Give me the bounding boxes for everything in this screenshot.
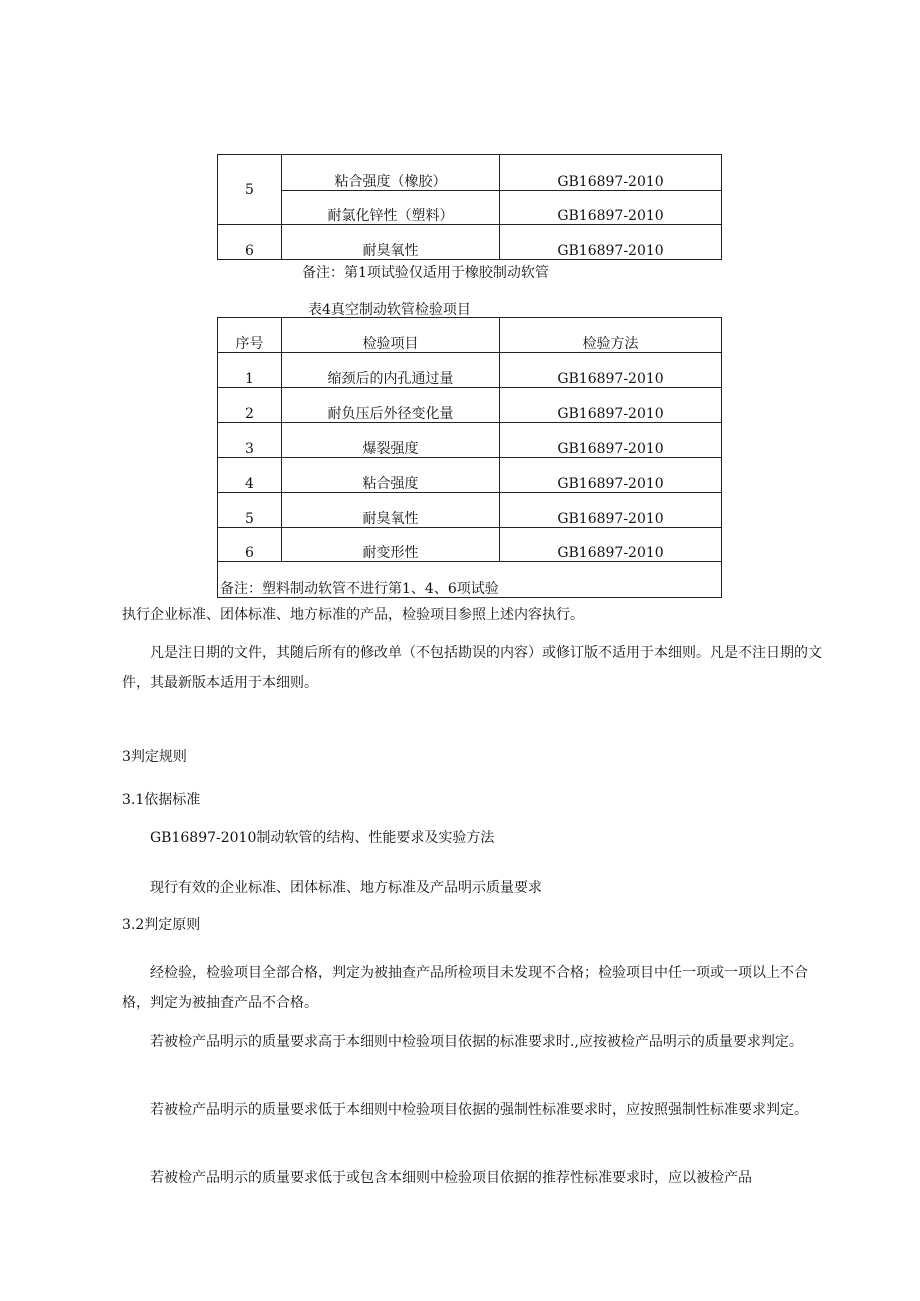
- table4: [217, 317, 722, 598]
- table-row: [218, 191, 722, 225]
- cell-item: 耐臭氧性: [282, 225, 500, 260]
- cell-no: 5: [218, 493, 282, 528]
- paragraph-5: 经检验，检验项目全部合格，判定为被抽查产品所检项目未发现不合格；检验项目中任一项或一项以上不合格，判定为被抽査产品不合格。: [122, 965, 808, 1011]
- paragraph-7: 若被检产品明示的质量要求低于本细则中检验项目依据的强制性标准要求时，应按照强制性标准要求判定。: [150, 1102, 808, 1118]
- paragraph-6: 若被检产品明示的质量要求高于本细则中检验项目依据的标准要求时.,应按被检产品明示的质量要求判定。: [150, 1034, 803, 1050]
- paragraph-3: GB16897-2010制动软管的结构、性能要求及实验方法: [150, 830, 495, 846]
- table-top: [217, 154, 722, 260]
- cell-item: 粘合强度（橡胶）: [282, 155, 500, 191]
- cell-item: 粘合强度: [282, 458, 500, 493]
- table-row: [218, 155, 722, 191]
- cell-item: 爆裂强度: [282, 423, 500, 458]
- paragraph-4: 现行有效的企业标准、团体标准、地方标准及产品明示质量要求: [150, 880, 542, 896]
- table-row: [218, 493, 722, 528]
- cell-no: 1: [218, 353, 282, 388]
- paragraph-8: 若被检产品明示的质量要求低于或包含本细则中检验项目依据的推荐性标准要求时，应以被检产品: [150, 1170, 752, 1186]
- table4-caption: 表4真空制动软管检验项目: [308, 302, 471, 318]
- header-item: 检验项目: [282, 318, 500, 353]
- cell-method: GB16897-2010: [500, 493, 722, 528]
- header-method: 检验方法: [500, 318, 722, 353]
- cell-no: 4: [218, 458, 282, 493]
- heading-3-1: 3.1依据标准: [122, 792, 201, 808]
- paragraph-1: 执行企业标准、团体标准、地方标准的产品，检验项目参照上述内容执行。: [122, 607, 584, 623]
- cell-no: 3: [218, 423, 282, 458]
- cell-method: GB16897-2010: [500, 458, 722, 493]
- table-row: [218, 388, 722, 423]
- heading-3: 3判定规则: [122, 749, 187, 765]
- table-row: [218, 528, 722, 562]
- table-row: [218, 225, 722, 260]
- table-row: [218, 423, 722, 458]
- cell-item: 耐变形性: [282, 528, 500, 562]
- table-row: [218, 458, 722, 493]
- cell-method: GB16897-2010: [500, 388, 722, 423]
- header-no: 序号: [218, 318, 282, 353]
- table4-note: 备注：塑料制动软管不进行第1、4、6项试验: [218, 562, 722, 598]
- cell-method: GB16897-2010: [500, 353, 722, 388]
- cell-method: GB16897-2010: [500, 423, 722, 458]
- table-row: [218, 353, 722, 388]
- paragraph-2: 凡是注日期的文件，其随后所有的修改单（不包括勘误的内容）或修订版不适用于本细则。凡是不注日期的文件，其最新版本适用于本细则。: [122, 645, 822, 691]
- cell-method: GB16897-2010: [500, 191, 722, 225]
- cell-no: 6: [218, 528, 282, 562]
- cell-no: 2: [218, 388, 282, 423]
- cell-item: 缩颈后的内孔通过量: [282, 353, 500, 388]
- cell-method: GB16897-2010: [500, 528, 722, 562]
- cell-method: GB16897-2010: [500, 155, 722, 191]
- cell-no: 6: [218, 225, 282, 260]
- cell-no: 5: [218, 155, 282, 225]
- cell-item: 耐负压后外径变化量: [282, 388, 500, 423]
- heading-3-2: 3.2判定原则: [122, 917, 201, 933]
- cell-item: 耐氯化锌性（塑料）: [282, 191, 500, 225]
- table-note-row: [218, 562, 722, 598]
- cell-method: GB16897-2010: [500, 225, 722, 260]
- table-top-note: 备注：第1项试验仅适用于橡胶制动软管: [302, 265, 549, 281]
- table-header-row: [218, 318, 722, 353]
- cell-item: 耐臭氧性: [282, 493, 500, 528]
